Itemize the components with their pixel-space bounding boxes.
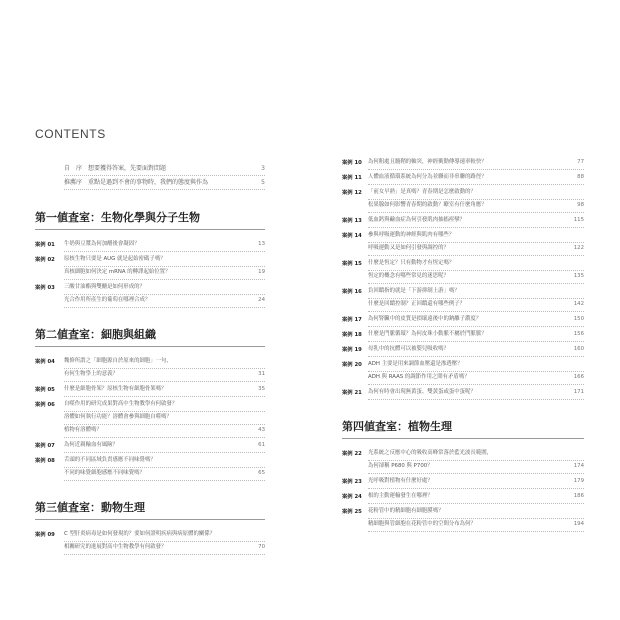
case-line [368,359,584,372]
page-number: 174 [573,463,584,469]
case-label: 案例 13 [342,218,362,224]
case-title: 溶體如何執行功能？溶體會參與細胞自噬嗎？ [64,414,172,420]
section-title: 第二値査室：細胞與組織 [35,328,156,341]
page-number: 43 [258,427,265,433]
case-lines [368,230,584,256]
case-line [368,329,584,342]
case-entry [35,529,265,555]
case-label: 案例 01 [35,242,55,248]
case-line [368,519,584,532]
page-number: 3 [261,165,265,172]
case-label: 案例 17 [342,317,362,323]
case-title: 人體血液循環系統為何分為並聯而非串聯的路徑？ [368,174,487,180]
case-label: 案例 05 [35,387,55,393]
section-rule [35,519,265,520]
case-line [64,267,265,280]
case-lines [368,314,584,327]
page-number: 61 [258,442,265,448]
case-line [368,286,584,299]
case-lines [368,258,584,284]
case-title: 什麼是細胞骨架？原核生物有細胞骨架嗎？ [64,386,167,392]
page-number: 171 [573,389,584,395]
section-rule [35,229,265,230]
case-title: ADH 與 RAAS 的調節作用之間有矛盾嗎？ [368,374,470,380]
case-line [64,542,265,555]
page-number: 115 [573,217,584,223]
section-header [35,499,265,529]
case-line [368,448,584,461]
section-title: 第一値査室：生物化學與分子生物 [35,211,200,224]
case-line [368,243,584,256]
case-entry [342,187,584,213]
case-line [368,299,584,312]
page-number: 77 [577,159,584,165]
case-title: 「前女早熟」是真嗎？青春期是怎麼啟動的？ [368,189,476,195]
case-entry [342,215,584,228]
page-number: 65 [258,470,265,476]
page-number: 194 [573,521,584,527]
case-lines [64,529,265,555]
page-number: 135 [573,273,584,279]
case-title: 植物有溶體嗎？ [64,427,102,433]
page-number: 166 [573,374,584,380]
page-number: 150 [573,316,584,322]
page-number: 186 [573,493,584,499]
preface-entry [35,162,265,176]
case-lines [368,157,584,170]
case-line [368,491,584,504]
case-lines [368,187,584,213]
case-label: 案例 23 [342,479,362,485]
case-label: 案例 03 [35,285,55,291]
case-line [64,455,265,468]
preface-entry [35,176,265,190]
case-lines [368,215,584,228]
case-label: 案例 18 [342,332,362,338]
case-lines [368,491,584,504]
case-title: 呼吸運動又是如何引發與調控的？ [368,245,449,251]
case-entry [35,254,265,280]
page-number: 5 [261,179,265,186]
case-entry [342,157,584,170]
case-label: 案例 20 [342,362,362,368]
case-line [368,344,584,357]
case-label: 案例 04 [35,359,55,365]
case-label: 案例 16 [342,289,362,295]
case-label: 案例 24 [342,494,362,500]
case-title: 為何粗處且髓鞘的軸突，神經衝動傳導速率較快？ [368,159,487,165]
case-line [64,282,265,295]
case-title: 根的主動運輸發生在哪裡？ [368,493,433,499]
case-title: 花粉管中的精細胞有細胞膜嗎？ [368,508,444,514]
page-number: 179 [573,478,584,484]
case-line [368,187,584,200]
case-title: 光合作用所產生的葡萄在哪裡合成？ [64,297,151,303]
case-line [64,468,265,481]
case-title: 魏修所謂之「細胞源自於原來的細胞」一句， [64,358,172,364]
case-title: 原核生物只要是 AUG 就是起始密碼子嗎？ [64,256,166,262]
case-label: 案例 12 [342,190,362,196]
case-label: 案例 22 [342,451,362,457]
case-title: 什麼是門脈循環？為何皮珠小動脈不屬於門脈脈？ [368,331,487,337]
case-entry [342,286,584,312]
case-lines [368,387,584,400]
case-lines [64,455,265,481]
case-entry [342,491,584,504]
case-line [368,230,584,243]
case-lines [64,384,265,397]
case-lines [368,344,584,357]
page-number: 35 [258,386,265,392]
case-line [64,239,265,252]
case-entry [342,172,584,185]
case-line [368,372,584,385]
case-label: 案例 07 [35,443,55,449]
left-column [35,162,265,557]
case-label: 案例 11 [342,175,362,181]
page-number: 24 [258,297,265,303]
section-title: 第三値査室：動物生理 [35,501,145,514]
case-line [368,476,584,489]
case-line [368,172,584,185]
case-label: 案例 15 [342,261,362,267]
case-lines [368,476,584,489]
case-entry [342,359,584,385]
case-title: 恆定的概念有哪些常見的迷思呢？ [368,273,449,279]
preface-label: 自 序 [64,165,83,172]
case-entry [35,455,265,481]
case-entry [35,440,265,453]
case-label: 案例 14 [342,233,362,239]
case-title: 為何近親輸血有風險？ [64,442,118,448]
page-number: 122 [573,245,584,251]
case-title: 舌頭的不同區域負責感應不同味覺嗎？ [64,457,156,463]
page-number: 160 [573,346,584,352]
case-entry [35,239,265,252]
case-line [368,461,584,474]
case-label: 案例 21 [342,390,362,396]
case-title: 真核細胞如何決定 mRNA 的轉譯起始位置？ [64,269,171,275]
case-lines [368,329,584,342]
dotted-leader [64,189,265,190]
case-title: C 型肝炎病毒是如何發現的？要如何證明疾病與病原體的關係？ [64,531,216,537]
section-title: 第四値査室：植物生理 [342,420,452,433]
case-title: 相關研究的進展對高中生物教學有何啟發？ [64,544,167,550]
case-title: 負回饋指的就是「下游抑制上游」嗎？ [368,288,460,294]
case-title: 牛奶與豆漿為何加醋後會凝固？ [64,241,140,247]
case-entry [342,314,584,327]
case-line [368,314,584,327]
case-line [368,387,584,400]
case-label: 案例 10 [342,160,362,166]
section-header [342,418,584,448]
case-line [64,399,265,412]
case-title: 母乳中的抗體可以被嬰兒吸收嗎？ [368,346,449,352]
case-label: 案例 08 [35,458,55,464]
case-title: 光呼吸對植物有什麼好處？ [368,478,433,484]
page-number: 19 [258,269,265,275]
case-line [64,384,265,397]
case-entry [342,230,584,256]
case-entry [35,356,265,382]
case-title: 光系統之反應中心的吸收高峰常落於藍光波長範圍， [368,450,492,456]
case-lines [368,286,584,312]
case-entry [342,448,584,474]
case-title: 松果腺如何影響青春期的啟動？瞭室有什麼角應？ [368,202,487,208]
case-lines [368,506,584,532]
case-entry [35,384,265,397]
section-rule [35,346,265,347]
case-title: 為何腎臟中的皮質是損壞遠後中的鈉離子濃度？ [368,316,482,322]
right-column [342,157,584,534]
case-label: 案例 25 [342,509,362,515]
case-entry [35,399,265,438]
case-entry [342,476,584,489]
case-line [64,529,265,542]
case-lines [64,399,265,438]
case-line [64,425,265,438]
case-title: 為何卻稱 P680 與 P700？ [368,463,433,469]
case-line [64,254,265,267]
case-title: 有何生物學上的意義？ [64,371,118,377]
case-entry [35,282,265,308]
page-number: 156 [573,331,584,337]
case-title: ADH 主要是用來調節血壓還是滲透壓？ [368,361,463,367]
case-lines [64,356,265,382]
page-number: 98 [577,202,584,208]
page-number: 31 [258,371,265,377]
case-title: 精細胞與管細胞在花粉管中的空間分布為何？ [368,521,476,527]
contents-title: CONTENTS [35,127,106,141]
case-entry [342,344,584,357]
case-lines [64,254,265,280]
case-line [64,295,265,308]
preface-title: 重點是過到不會的事物時，我們的態度與作為 [88,179,209,186]
case-title: 不同的味覺細胞感應不同味覺嗎？ [64,470,145,476]
page-number: 70 [258,544,265,550]
case-entry [342,506,584,532]
case-line [64,412,265,425]
case-line [368,215,584,228]
page-number: 142 [573,301,584,307]
case-entry [342,329,584,342]
case-line [64,356,265,369]
case-lines [64,440,265,453]
case-title: 什麼是回饋控制？正回饋還有哪些例子？ [368,301,466,307]
case-title: 低血鈣與鹼血症為何引發肌肉抽搐痙攣？ [368,217,466,223]
case-line [64,440,265,453]
case-title: 三酸甘油酯與雙醣是如何形成的？ [64,284,145,290]
case-label: 案例 19 [342,347,362,353]
case-lines [368,172,584,185]
page-number: 88 [577,174,584,180]
case-line [368,258,584,271]
section-header [35,209,265,239]
case-lines [64,239,265,252]
case-line [368,271,584,284]
case-title: 為何有時會出現無黃蛋、雙黃蛋或蛋中蛋呢？ [368,389,476,395]
case-label: 案例 06 [35,402,55,408]
section-rule [342,438,584,439]
page-number: 13 [258,241,265,247]
case-line [64,369,265,382]
case-entry [342,258,584,284]
case-line [368,157,584,170]
case-title: 參與呼吸運動的神經與肌肉有哪些？ [368,232,455,238]
case-line [368,506,584,519]
case-label: 案例 02 [35,257,55,263]
case-line [368,200,584,213]
case-lines [368,359,584,385]
case-lines [64,282,265,308]
preface-title: 想要獲得答案，先要面對問題 [88,165,167,172]
case-title: 什麼是恆定？只有動物才有恆定嗎？ [368,260,455,266]
case-label: 案例 09 [35,532,55,538]
section-header [35,326,265,356]
case-entry [342,387,584,400]
case-lines [368,448,584,474]
preface-label: 推薦序 [64,179,83,186]
case-title: 自噬作用的研究成果對高中生物教學有何啟發？ [64,401,178,407]
